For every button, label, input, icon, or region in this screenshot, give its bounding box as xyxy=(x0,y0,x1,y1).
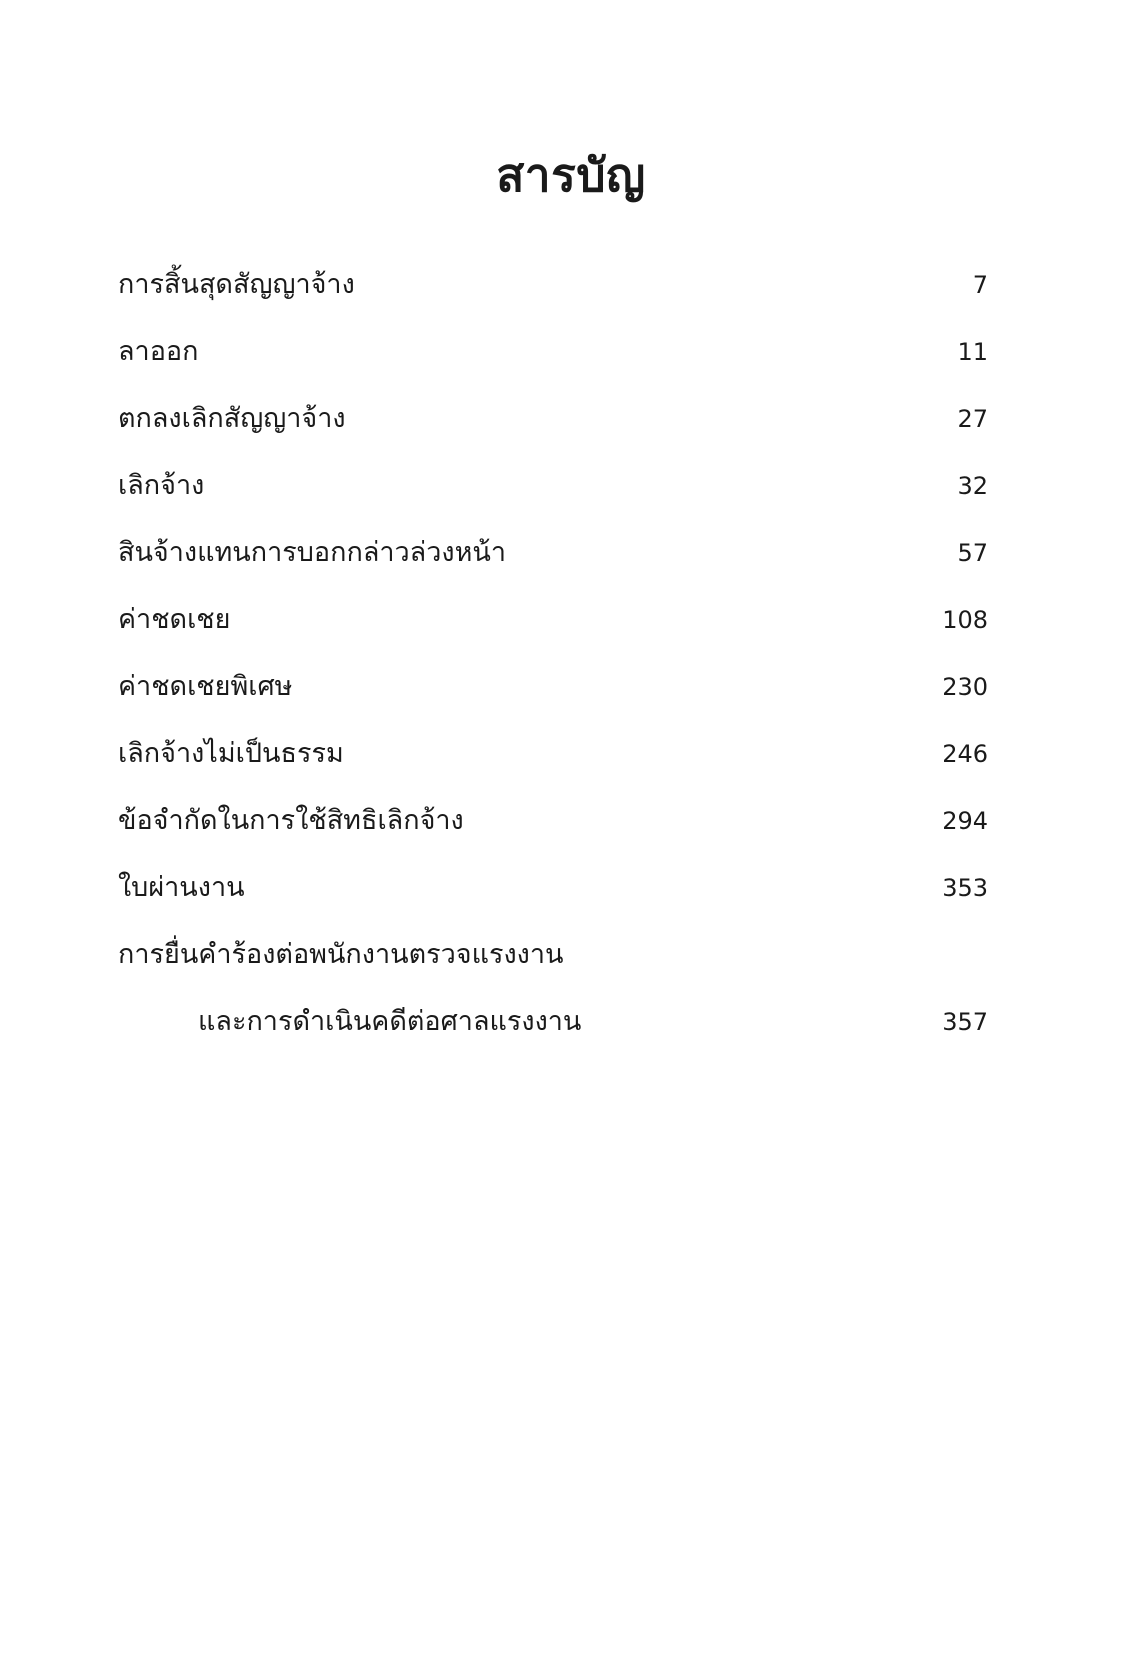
toc-entry xyxy=(118,940,988,1007)
toc-entry-title: เลิกจ้าง xyxy=(118,470,205,501)
toc-entry xyxy=(118,270,988,337)
toc-entry-title: ข้อจำกัดในการใช้สิทธิเลิกจ้าง xyxy=(118,805,464,836)
toc-entry-page: 230 xyxy=(942,673,988,701)
toc-entry-title: ค่าชดเชย xyxy=(118,604,231,635)
toc-entry-continuation xyxy=(118,1007,988,1074)
toc-entry xyxy=(118,538,988,605)
toc-entry-page: 11 xyxy=(957,338,988,366)
page-title: สารบัญ xyxy=(496,148,646,202)
toc-entry-title: การยื่นคำร้องต่อพนักงานตรวจแรงงาน xyxy=(118,939,564,970)
toc-entry xyxy=(118,471,988,538)
toc-entry-title: ใบผ่านงาน xyxy=(118,872,245,903)
toc-entry-page: 27 xyxy=(957,405,988,433)
toc-entry-title: ตกลงเลิกสัญญาจ้าง xyxy=(118,403,346,434)
table-of-contents xyxy=(118,270,988,1074)
toc-entry-page: 57 xyxy=(957,539,988,567)
toc-entry xyxy=(118,739,988,806)
toc-entry xyxy=(118,672,988,739)
toc-entry xyxy=(118,605,988,672)
toc-entry-page: 246 xyxy=(942,740,988,768)
toc-entry xyxy=(118,873,988,940)
toc-entry-page: 294 xyxy=(942,807,988,835)
toc-entry-title: ค่าชดเชยพิเศษ xyxy=(118,671,293,702)
toc-entry xyxy=(118,337,988,404)
toc-entry-page: 353 xyxy=(942,874,988,902)
toc-entry-title: เลิกจ้างไม่เป็นธรรม xyxy=(118,738,344,769)
toc-entry-title: สินจ้างแทนการบอกกล่าวล่วงหน้า xyxy=(118,537,506,568)
toc-entry-page: 357 xyxy=(942,1008,988,1036)
toc-entry-title: และการดำเนินคดีต่อศาลแรงงาน xyxy=(198,1006,582,1037)
toc-entry xyxy=(118,806,988,873)
toc-entry-title: การสิ้นสุดสัญญาจ้าง xyxy=(118,269,355,300)
toc-entry-page: 32 xyxy=(957,472,988,500)
toc-entry-page: 7 xyxy=(972,271,988,299)
toc-entry-page: 108 xyxy=(942,606,988,634)
toc-entry xyxy=(118,404,988,471)
toc-entry-title: ลาออก xyxy=(118,336,199,367)
